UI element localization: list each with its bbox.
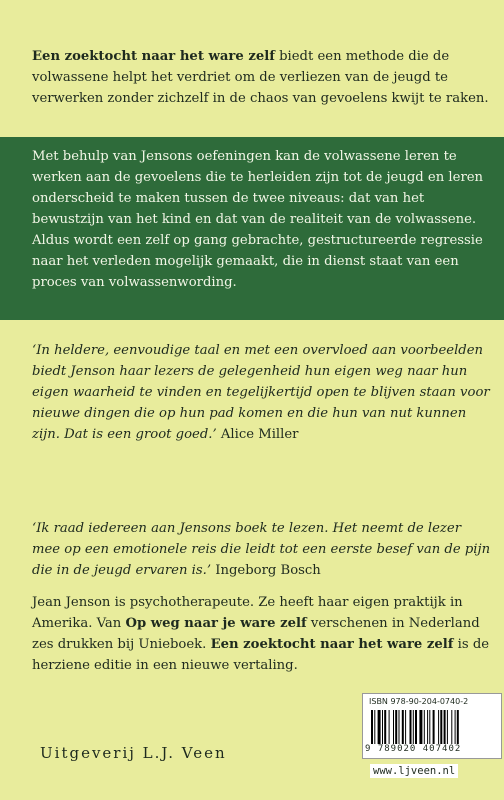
green-band: [0, 137, 504, 320]
barcode-stripe: [457, 710, 459, 744]
publisher-url: www.ljveen.nl: [370, 764, 458, 778]
barcode-stripe: [395, 710, 397, 744]
quote-alice-miller: [32, 340, 492, 445]
quote-text: ‘In heldere, eenvoudige taal en met een overvloed aan voorbeelden biedt Jenson haar lezers de gelegenheid hun eigen weg naar hun eigen waarheid te vinden en tegelijkertijd open te blijven staan voor nieuwe dingen die op hun pad komen en die hun van nut kunnen zijn. Dat is een groot goed.’: [32, 343, 490, 442]
blurb-text: biedt een methode die de volwassene helpt het verdriet om de verliezen van de jeugd te verwerken zonder zichzelf in de chaos van gevoelens kwijt te raken.: [32, 49, 489, 106]
barcode-stripe: [393, 710, 394, 744]
barcode: [362, 693, 502, 759]
blurb-paragraph: [32, 46, 492, 109]
barcode-stripe: [427, 710, 428, 744]
barcode-stripe: [444, 710, 446, 744]
barcode-stripe: [438, 710, 439, 744]
barcode-stripe: [389, 710, 390, 744]
barcode-stripe: [455, 710, 456, 744]
quote-text: ‘Ik raad iedereen aan Jensons boek te lezen. Het neemt de lezer mee op een emotionele reis die leidt tot een eerste besef van de pijn die in de jeugd ervaren is.’: [32, 521, 491, 578]
bio-text: is de herziene editie in een nieuwe vertaling.: [32, 637, 490, 673]
barcode-stripe: [419, 710, 422, 744]
barcode-stripe: [410, 710, 412, 744]
barcode-stripe: [384, 710, 386, 744]
publisher-name: Uitgeverij L.J. Veen: [40, 744, 227, 762]
barcode-stripe: [415, 710, 417, 744]
isbn-label: ISBN 978-90-204-0740-2: [369, 697, 469, 706]
bio-text: verschenen in Nederland zes drukken bij Unieboek.: [32, 616, 480, 652]
band-text: Met behulp van Jensons oefeningen kan de volwassene leren te werken aan de gevoelens die te herleiden zijn tot de jeugd en leren onderscheid te maken tussen de twee niveaus: dat van het bewustzijn van het kind en dat van de realiteit van de volwassene. Aldus wordt een zelf op gang gebrachte, gestructureerde regressie naar het verleden mogelijk gemaakt, die in dienst staat van een proces van volwassenwording.: [32, 149, 484, 290]
book-title: Op weg naar je ware zelf: [125, 616, 307, 631]
barcode-stripe: [378, 710, 381, 744]
barcode-stripe: [429, 710, 430, 744]
barcode-stripe: [413, 710, 414, 744]
bio-text: Jean Jenson is psychotherapeute. Ze heeft haar eigen praktijk in Amerika. Van: [32, 595, 463, 631]
book-title: Een zoektocht naar het ware zelf: [210, 637, 454, 652]
quote-ingeborg-bosch: [32, 518, 492, 581]
barcode-stripe: [447, 710, 448, 744]
barcode-stripe: [451, 710, 452, 744]
quote-attribution: Ingeborg Bosch: [215, 563, 321, 578]
barcode-stripe: [374, 710, 375, 744]
book-title: Een zoektocht naar het ware zelf: [32, 49, 275, 64]
barcode-digits: 9 789020 407402: [365, 744, 462, 754]
author-bio: [32, 592, 492, 676]
barcode-stripe: [440, 710, 442, 744]
barcode-stripe: [399, 710, 400, 744]
barcode-stripe: [371, 710, 373, 744]
barcode-stripe: [402, 710, 404, 744]
barcode-stripe: [424, 710, 425, 744]
barcode-stripe: [382, 710, 383, 744]
quote-attribution: Alice Miller: [220, 427, 299, 442]
barcode-bars: [371, 710, 493, 744]
barcode-stripe: [405, 710, 406, 744]
barcode-stripe: [433, 710, 435, 744]
